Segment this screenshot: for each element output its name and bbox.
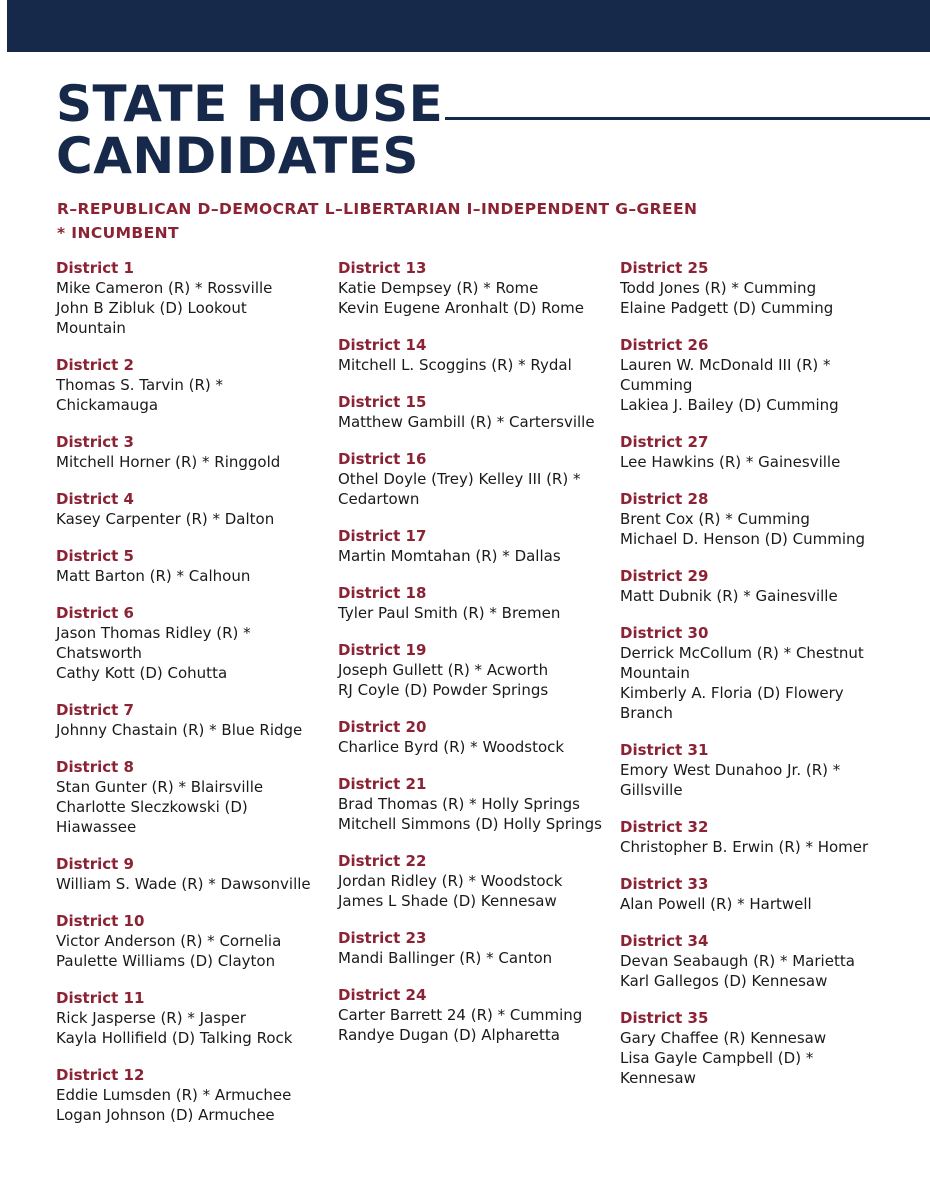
candidate-entry: Rick Jasperse (R) * Jasper [56, 1009, 246, 1027]
column-3 [620, 258, 890, 1105]
candidate-entry: Karl Gallegos (D) Kennesaw [620, 972, 828, 990]
page-title-line-1: STATE HOUSE [56, 75, 444, 133]
district-heading: District 29 [620, 567, 709, 585]
district-heading: District 34 [620, 932, 709, 950]
district-block [338, 392, 603, 432]
candidate-entry: William S. Wade (R) * Dawsonville [56, 875, 311, 893]
candidate-entry: Todd Jones (R) * Cumming [620, 279, 817, 297]
district-block [338, 258, 603, 318]
district-block [338, 583, 603, 623]
district-heading: District 24 [338, 986, 427, 1004]
district-block [338, 640, 603, 700]
candidate-entry: Mitchell L. Scoggins (R) * Rydal [338, 356, 572, 374]
candidate-entry: Kevin Eugene Aronhalt (D) Rome [338, 299, 584, 317]
district-heading: District 1 [56, 259, 134, 277]
district-block [56, 546, 321, 586]
district-block [56, 432, 321, 472]
district-block [338, 449, 603, 509]
candidate-entry: Cathy Kott (D) Cohutta [56, 664, 228, 682]
district-block [56, 258, 321, 338]
candidate-entry: Paulette Williams (D) Clayton [56, 952, 276, 970]
candidate-entry: Othel Doyle (Trey) Kelley III (R) * Cedartown [338, 470, 581, 508]
district-block [620, 1008, 890, 1088]
district-heading: District 32 [620, 818, 709, 836]
candidate-entry: Matthew Gambill (R) * Cartersville [338, 413, 595, 431]
candidate-entry: Kasey Carpenter (R) * Dalton [56, 510, 275, 528]
incumbent-legend-line: * INCUMBENT [57, 224, 179, 242]
district-heading: District 8 [56, 758, 134, 776]
district-block [56, 355, 321, 415]
candidate-entry: Mike Cameron (R) * Rossville [56, 279, 273, 297]
candidate-entry: Brent Cox (R) * Cumming [620, 510, 810, 528]
candidate-entry: Kimberly A. Floria (D) Flowery Branch [620, 684, 844, 722]
candidate-entry: Eddie Lumsden (R) * Armuchee [56, 1086, 292, 1104]
column-1 [56, 258, 321, 1142]
candidate-entry: Logan Johnson (D) Armuchee [56, 1106, 275, 1124]
district-block [56, 988, 321, 1048]
candidate-entry: Derrick McCollum (R) * Chestnut Mountain [620, 644, 864, 682]
district-heading: District 33 [620, 875, 709, 893]
candidate-entry: Mitchell Simmons (D) Holly Springs [338, 815, 602, 833]
candidate-entry: Carter Barrett 24 (R) * Cumming [338, 1006, 583, 1024]
page-title [56, 75, 444, 185]
district-block [338, 774, 603, 834]
district-heading: District 26 [620, 336, 709, 354]
candidate-entry: Michael D. Henson (D) Cumming [620, 530, 866, 548]
district-block [338, 335, 603, 375]
district-heading: District 30 [620, 624, 709, 642]
header-bar [7, 0, 930, 52]
district-heading: District 31 [620, 741, 709, 759]
district-heading: District 14 [338, 336, 427, 354]
candidate-entry: Lee Hawkins (R) * Gainesville [620, 453, 841, 471]
district-heading: District 2 [56, 356, 134, 374]
district-block [56, 854, 321, 894]
candidate-entry: Thomas S. Tarvin (R) * Chickamauga [56, 376, 224, 414]
district-heading: District 15 [338, 393, 427, 411]
district-block [620, 566, 890, 606]
district-heading: District 6 [56, 604, 134, 622]
district-heading: District 4 [56, 490, 134, 508]
candidate-entry: Lauren W. McDonald III (R) * Cumming [620, 356, 831, 394]
candidate-entry: Mandi Ballinger (R) * Canton [338, 949, 553, 967]
party-legend [57, 197, 817, 245]
candidate-entry: Tyler Paul Smith (R) * Bremen [338, 604, 561, 622]
district-block [338, 985, 603, 1045]
district-block [56, 911, 321, 971]
title-rule [445, 117, 930, 120]
district-heading: District 13 [338, 259, 427, 277]
district-heading: District 18 [338, 584, 427, 602]
candidate-entry: Kayla Hollifield (D) Talking Rock [56, 1029, 293, 1047]
district-heading: District 10 [56, 912, 145, 930]
district-heading: District 7 [56, 701, 134, 719]
candidate-entry: Brad Thomas (R) * Holly Springs [338, 795, 580, 813]
district-block [620, 817, 890, 857]
district-heading: District 27 [620, 433, 709, 451]
district-block [56, 700, 321, 740]
district-block [620, 489, 890, 549]
party-legend-line: R–REPUBLICAN D–DEMOCRAT L–LIBERTARIAN I–INDEPENDENT G–GREEN [57, 200, 698, 218]
district-heading: District 25 [620, 259, 709, 277]
district-heading: District 3 [56, 433, 134, 451]
district-block [338, 717, 603, 757]
candidate-entry: Jordan Ridley (R) * Woodstock [338, 872, 563, 890]
candidate-entry: Randye Dugan (D) Alpharetta [338, 1026, 560, 1044]
candidate-entry: Stan Gunter (R) * Blairsville [56, 778, 264, 796]
candidate-entry: Jason Thomas Ridley (R) * Chatsworth [56, 624, 251, 662]
district-block [620, 740, 890, 800]
district-heading: District 12 [56, 1066, 145, 1084]
district-heading: District 35 [620, 1009, 709, 1027]
district-block [620, 623, 890, 723]
district-heading: District 22 [338, 852, 427, 870]
district-block [56, 489, 321, 529]
district-heading: District 17 [338, 527, 427, 545]
district-block [620, 432, 890, 472]
district-block [338, 851, 603, 911]
district-block [338, 526, 603, 566]
district-block [56, 757, 321, 837]
district-heading: District 21 [338, 775, 427, 793]
district-heading: District 11 [56, 989, 145, 1007]
candidate-entry: Matt Dubnik (R) * Gainesville [620, 587, 838, 605]
candidate-entry: Lisa Gayle Campbell (D) * Kennesaw [620, 1049, 814, 1087]
candidate-entry: Katie Dempsey (R) * Rome [338, 279, 539, 297]
candidate-entry: RJ Coyle (D) Powder Springs [338, 681, 549, 699]
candidate-entry: Gary Chaffee (R) Kennesaw [620, 1029, 827, 1047]
candidate-entry: James L Shade (D) Kennesaw [338, 892, 557, 910]
candidate-entry: Joseph Gullett (R) * Acworth [338, 661, 549, 679]
candidate-entry: Matt Barton (R) * Calhoun [56, 567, 251, 585]
district-heading: District 28 [620, 490, 709, 508]
candidate-entry: John B Zibluk (D) Lookout Mountain [56, 299, 247, 337]
page-title-line-2: CANDIDATES [56, 127, 419, 185]
district-block [56, 1065, 321, 1125]
district-heading: District 20 [338, 718, 427, 736]
candidate-entry: Victor Anderson (R) * Cornelia [56, 932, 282, 950]
candidate-entry: Lakiea J. Bailey (D) Cumming [620, 396, 839, 414]
district-heading: District 9 [56, 855, 134, 873]
candidate-entry: Martin Momtahan (R) * Dallas [338, 547, 561, 565]
district-block [620, 931, 890, 991]
candidate-entry: Johnny Chastain (R) * Blue Ridge [56, 721, 303, 739]
candidate-entry: Elaine Padgett (D) Cumming [620, 299, 834, 317]
district-block [620, 258, 890, 318]
column-2 [338, 258, 603, 1062]
candidate-entry: Mitchell Horner (R) * Ringgold [56, 453, 281, 471]
candidate-entry: Devan Seabaugh (R) * Marietta [620, 952, 855, 970]
district-block [56, 603, 321, 683]
candidate-entry: Alan Powell (R) * Hartwell [620, 895, 812, 913]
district-block [620, 874, 890, 914]
district-heading: District 23 [338, 929, 427, 947]
district-heading: District 16 [338, 450, 427, 468]
district-heading: District 5 [56, 547, 134, 565]
district-heading: District 19 [338, 641, 427, 659]
district-block [620, 335, 890, 415]
candidate-entry: Emory West Dunahoo Jr. (R) * Gillsville [620, 761, 841, 799]
candidate-entry: Charlice Byrd (R) * Woodstock [338, 738, 565, 756]
candidate-entry: Christopher B. Erwin (R) * Homer [620, 838, 869, 856]
district-block [338, 928, 603, 968]
candidate-entry: Charlotte Sleczkowski (D) Hiawassee [56, 798, 248, 836]
